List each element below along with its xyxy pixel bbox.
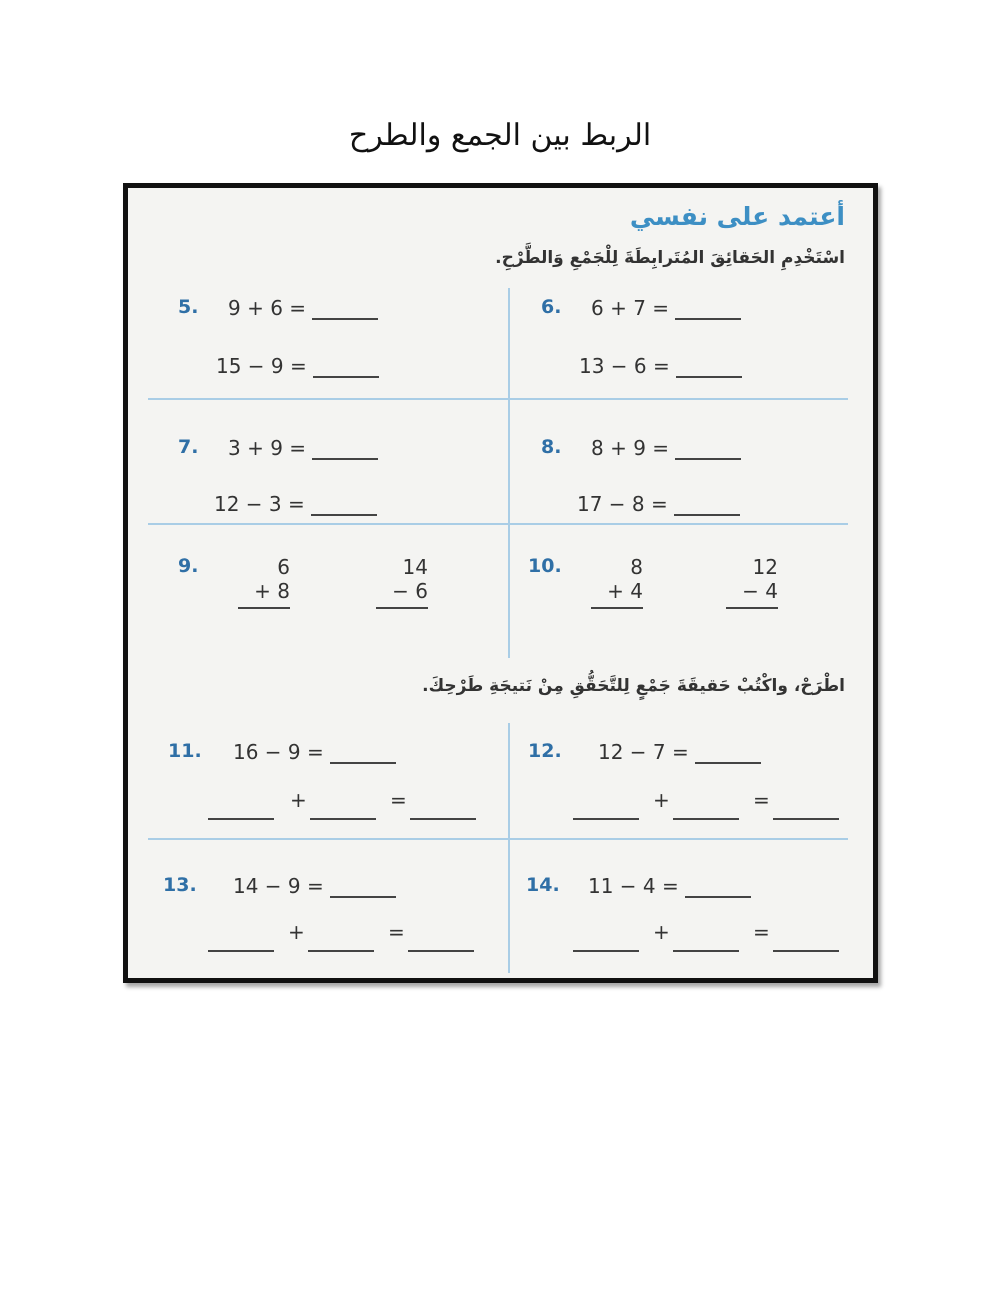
equation: 12 − 7 = <box>598 740 689 764</box>
answer-blank[interactable] <box>676 354 742 378</box>
answer-line[interactable] <box>726 607 778 609</box>
answer-blank[interactable] <box>675 436 741 460</box>
answer-blank[interactable] <box>330 740 396 764</box>
problem-13 <box>163 874 503 964</box>
answer-blank[interactable] <box>313 354 379 378</box>
answer-line[interactable] <box>591 607 643 609</box>
bottom-operand: + 8 <box>254 579 290 603</box>
plus-sign: + <box>653 920 670 944</box>
problem-number: 12. <box>528 740 562 762</box>
problem-number: 10. <box>528 555 562 577</box>
instruction-related-facts: اسْتَخْدِمِ الحَقائِقَ المُتَرابِطَةَ لِلْجَمْعِ وَالطَّرْحِ. <box>495 248 845 268</box>
problem-number: 7. <box>178 436 199 458</box>
bottom-operand: − 4 <box>742 579 778 603</box>
equation: 8 + 9 = <box>591 436 670 460</box>
equation: 6 + 7 = <box>591 296 670 320</box>
bottom-operand: + 4 <box>607 579 643 603</box>
problem-number: 6. <box>541 296 562 318</box>
problem-number: 11. <box>168 740 202 762</box>
check-blank-3[interactable] <box>410 818 476 820</box>
check-blank-3[interactable] <box>408 950 474 952</box>
equals-sign: = <box>390 788 407 812</box>
equals-sign: = <box>753 788 770 812</box>
problem-number: 14. <box>526 874 560 896</box>
top-operand: 14 <box>402 555 428 579</box>
equation: 12 − 3 = <box>214 492 305 516</box>
equation: 17 − 8 = <box>577 492 668 516</box>
equation: 14 − 9 = <box>233 874 324 898</box>
equation: 15 − 9 = <box>216 354 307 378</box>
answer-blank[interactable] <box>312 296 378 320</box>
top-operand: 8 <box>630 555 643 579</box>
equation: 11 − 4 = <box>588 874 679 898</box>
plus-sign: + <box>653 788 670 812</box>
answer-blank[interactable] <box>695 740 761 764</box>
problem-11 <box>168 740 498 830</box>
problem-number: 5. <box>178 296 199 318</box>
check-blank-1[interactable] <box>573 818 639 820</box>
equation: 3 + 9 = <box>228 436 307 460</box>
divider-horizontal-2 <box>148 523 848 525</box>
answer-blank[interactable] <box>685 874 751 898</box>
divider-horizontal-1 <box>148 398 848 400</box>
problem-number: 13. <box>163 874 197 896</box>
answer-blank[interactable] <box>675 296 741 320</box>
vertical-addition <box>230 555 290 609</box>
check-blank-2[interactable] <box>310 818 376 820</box>
top-operand: 12 <box>752 555 778 579</box>
answer-blank[interactable] <box>311 492 377 516</box>
answer-blank[interactable] <box>330 874 396 898</box>
page-title: الربط بين الجمع والطرح <box>348 118 652 153</box>
check-blank-3[interactable] <box>773 950 839 952</box>
divider-vertical-top <box>508 288 510 658</box>
check-blank-1[interactable] <box>208 818 274 820</box>
plus-sign: + <box>288 920 305 944</box>
equation: 13 − 6 = <box>579 354 670 378</box>
vertical-subtraction <box>368 555 428 609</box>
check-blank-2[interactable] <box>673 818 739 820</box>
problem-12 <box>528 740 858 830</box>
problem-number: 8. <box>541 436 562 458</box>
equation: 9 + 6 = <box>228 296 307 320</box>
answer-blank[interactable] <box>674 492 740 516</box>
bottom-operand: − 6 <box>392 579 428 603</box>
worksheet <box>123 183 878 983</box>
equals-sign: = <box>753 920 770 944</box>
plus-sign: + <box>290 788 307 812</box>
vertical-addition <box>583 555 643 609</box>
problem-14 <box>526 874 856 964</box>
problem-number: 9. <box>178 555 199 577</box>
divider-horizontal-3 <box>148 838 848 840</box>
check-blank-3[interactable] <box>773 818 839 820</box>
vertical-subtraction <box>718 555 778 609</box>
answer-line[interactable] <box>238 607 290 609</box>
equals-sign: = <box>388 920 405 944</box>
instruction-subtract-check: اطْرَحْ، واكْتُبْ حَقيقَةَ جَمْعٍ لِلتَّحَقُّقِ مِنْ نَتيجَةِ طَرْحِكَ. <box>422 676 845 696</box>
answer-blank[interactable] <box>312 436 378 460</box>
top-operand: 6 <box>277 555 290 579</box>
equation: 16 − 9 = <box>233 740 324 764</box>
worksheet-heading: أعتمد على نفسي <box>629 202 845 231</box>
check-blank-1[interactable] <box>208 950 274 952</box>
answer-line[interactable] <box>376 607 428 609</box>
check-blank-1[interactable] <box>573 950 639 952</box>
divider-vertical-bottom <box>508 723 510 973</box>
check-blank-2[interactable] <box>673 950 739 952</box>
check-blank-2[interactable] <box>308 950 374 952</box>
